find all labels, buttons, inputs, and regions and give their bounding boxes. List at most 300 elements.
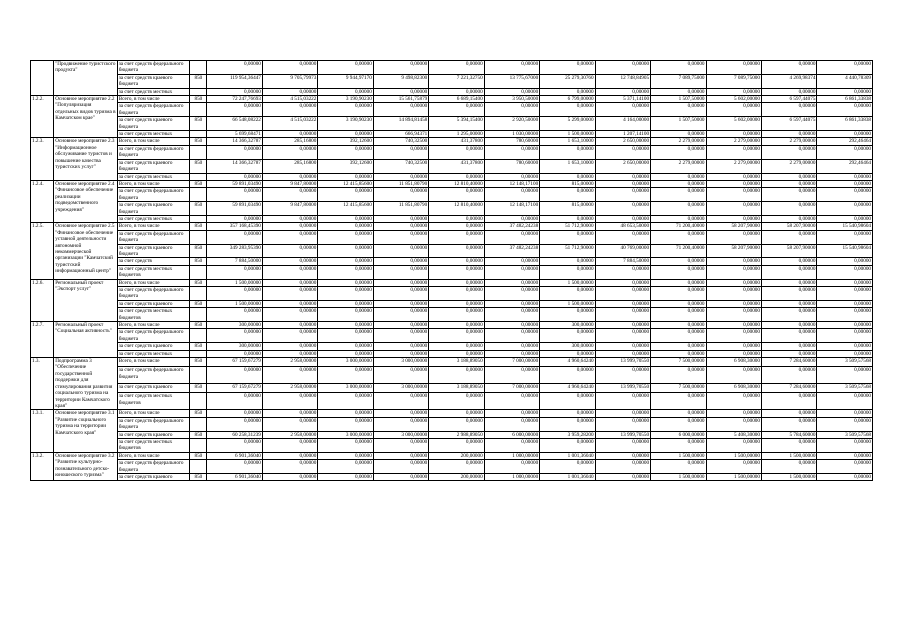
funding-source: за счет средств местных	[117, 88, 190, 95]
amount-cell: 0,00000	[651, 131, 706, 138]
amount-cell: 0,00000	[484, 350, 539, 357]
amount-cell: 0,00000	[595, 287, 650, 301]
amount-cell: 0,00000	[817, 103, 873, 117]
funding-source: за счет средств местных	[117, 350, 190, 357]
amount-cell: 0,00000	[595, 329, 650, 343]
amount-cell: 9 944,97170	[318, 74, 373, 88]
amount-cell: 12 415,85600	[318, 180, 373, 187]
amount-cell: 0,00000	[651, 180, 706, 187]
amount-cell: 0,00000	[373, 173, 428, 180]
budget-code: 850	[190, 159, 207, 173]
amount-cell: 0,00000	[429, 410, 484, 417]
item-name: Основное мероприятие 3.1 "Развитие социального туризма на территории Камчатского края"	[54, 410, 118, 452]
amount-cell: 0,00000	[595, 180, 650, 187]
amount-cell: 1 500,00000	[540, 279, 595, 286]
amount-cell: 0,00000	[373, 244, 428, 258]
amount-cell: 300,00000	[207, 322, 262, 329]
amount-cell: 0,00000	[484, 230, 539, 244]
budget-code: 850	[190, 279, 207, 286]
amount-cell: 0,00000	[262, 173, 317, 180]
amount-cell: 1 507,50000	[651, 117, 706, 131]
amount-cell: 0,00000	[706, 131, 761, 138]
amount-cell: 815,00000	[540, 202, 595, 216]
table-row	[31, 287, 873, 301]
amount-cell: 12 810,40000	[429, 202, 484, 216]
amount-cell: 0,00000	[262, 343, 317, 350]
amount-cell: 0,00000	[373, 329, 428, 343]
amount-cell: 0,00000	[207, 308, 262, 322]
amount-cell: 1 507,50000	[651, 96, 706, 103]
amount-cell: 0,00000	[429, 343, 484, 350]
amount-cell: 0,00000	[429, 173, 484, 180]
amount-cell: 0,00000	[761, 202, 816, 216]
item-number: 1.2.6.	[31, 279, 54, 321]
amount-cell: 0,00000	[706, 393, 761, 410]
amount-cell: 0,00000	[207, 173, 262, 180]
table-row	[31, 244, 873, 258]
amount-cell: 0,00000	[817, 88, 873, 95]
amount-cell: 0,00000	[706, 145, 761, 159]
amount-cell: 0,00000	[817, 61, 873, 75]
amount-cell: 0,00000	[429, 300, 484, 307]
amount-cell: 0,00000	[595, 173, 650, 180]
funding-source: за счет средств краевого бюджета	[117, 74, 190, 88]
amount-cell: 0,00000	[706, 322, 761, 329]
amount-cell: 0,00000	[817, 417, 873, 431]
budget-code	[190, 438, 207, 452]
amount-cell: 0,00000	[484, 287, 539, 301]
amount-cell: 0,00000	[651, 350, 706, 357]
amount-cell: 0,00000	[540, 438, 595, 452]
amount-cell: 0,00000	[318, 393, 373, 410]
amount-cell: 71 200,40000	[651, 244, 706, 258]
amount-cell: 0,00000	[817, 473, 873, 480]
amount-cell: 0,00000	[262, 145, 317, 159]
amount-cell: 6 901,36040	[207, 452, 262, 459]
amount-cell: 0,00000	[207, 188, 262, 202]
table-row	[31, 417, 873, 431]
amount-cell: 1 500,00000	[761, 452, 816, 459]
amount-cell: 0,00000	[540, 367, 595, 384]
amount-cell: 0,00000	[373, 223, 428, 230]
table-row	[31, 329, 873, 343]
table-row	[31, 173, 873, 180]
amount-cell: 14 894,81458	[373, 117, 428, 131]
amount-cell: 740,32500	[373, 159, 428, 173]
amount-cell: 0,00000	[540, 265, 595, 279]
amount-cell: 0,00000	[373, 215, 428, 222]
budget-code: 850	[190, 223, 207, 230]
amount-cell: 0,00000	[318, 230, 373, 244]
amount-cell: 0,00000	[706, 180, 761, 187]
amount-cell: 0,00000	[706, 460, 761, 474]
amount-cell: 0,00000	[817, 131, 873, 138]
amount-cell: 0,00000	[429, 417, 484, 431]
budget-code: 850	[190, 322, 207, 329]
amount-cell: 0,00000	[262, 265, 317, 279]
amount-cell: 0,00000	[761, 287, 816, 301]
amount-cell: 0,00000	[817, 460, 873, 474]
amount-cell: 0,00000	[540, 287, 595, 301]
amount-cell: 1 653,10000	[540, 159, 595, 173]
amount-cell: 0,00000	[817, 452, 873, 459]
amount-cell: 2 279,00000	[761, 138, 816, 145]
amount-cell: 0,00000	[484, 173, 539, 180]
amount-cell: 0,00000	[817, 308, 873, 322]
item-name: Основное мероприятие 2.4 "Финансовое обеспечение реализации подведомственного учреждения"	[54, 180, 118, 222]
amount-cell: 0,00000	[817, 300, 873, 307]
table-row	[31, 350, 873, 357]
amount-cell: 0,00000	[595, 417, 650, 431]
amount-cell: 5 602,00000	[706, 117, 761, 131]
amount-cell: 0,00000	[540, 215, 595, 222]
amount-cell: 7 089,75000	[651, 74, 706, 88]
item-name: Подпрограмма 3 "Обеспечение государственной поддержки для стимулирования развития социального туризма на территории Камчатского края"	[54, 358, 118, 410]
amount-cell: 5 299,00000	[540, 117, 595, 131]
amount-cell: 0,00000	[706, 367, 761, 384]
amount-cell: 0,00000	[318, 215, 373, 222]
item-number: 1.2.3.	[31, 138, 54, 180]
amount-cell: 300,00000	[540, 343, 595, 350]
amount-cell: 0,00000	[373, 279, 428, 286]
amount-cell: 0,00000	[651, 460, 706, 474]
amount-cell: 0,00000	[207, 417, 262, 431]
funding-source: за счет средств краевого	[117, 431, 190, 438]
amount-cell: 0,00000	[318, 173, 373, 180]
amount-cell: 0,00000	[817, 265, 873, 279]
amount-cell: 0,00000	[761, 329, 816, 343]
amount-cell: 0,00000	[595, 202, 650, 216]
amount-cell: 0,00000	[706, 438, 761, 452]
amount-cell: 0,00000	[595, 393, 650, 410]
amount-cell: 0,00000	[373, 393, 428, 410]
amount-cell: 5 602,00000	[706, 96, 761, 103]
table-row	[31, 159, 873, 173]
amount-cell: 0,00000	[373, 343, 428, 350]
amount-cell: 4 440,78309	[817, 74, 873, 88]
table-row	[31, 308, 873, 322]
amount-cell: 67 159,67279	[207, 384, 262, 393]
amount-cell: 0,00000	[651, 61, 706, 75]
amount-cell: 0,00000	[373, 230, 428, 244]
amount-cell: 392,12600	[318, 138, 373, 145]
funding-source: за счет средств федерального бюджета	[117, 287, 190, 301]
budget-code: 850	[190, 96, 207, 103]
funding-source: за счет средств	[117, 258, 190, 265]
amount-cell: 0,00000	[373, 300, 428, 307]
amount-cell: 2 920,50000	[484, 117, 539, 131]
funding-source: за счет средств краевого	[117, 384, 190, 393]
amount-cell: 0,00000	[207, 287, 262, 301]
amount-cell: 6 861,33838	[817, 117, 873, 131]
amount-cell: 0,00000	[706, 329, 761, 343]
budget-code	[190, 61, 207, 75]
table-row	[31, 460, 873, 474]
budget-code	[190, 145, 207, 159]
budget-code	[190, 88, 207, 95]
funding-source: за счет средств краевого бюджета	[117, 244, 190, 258]
amount-cell: 0,00000	[318, 88, 373, 95]
table-row	[31, 300, 873, 307]
amount-cell: 0,00000	[318, 438, 373, 452]
amount-cell: 4 164,00000	[595, 117, 650, 131]
amount-cell: 200,00000	[429, 452, 484, 459]
budget-code: 850	[190, 202, 207, 216]
amount-cell: 0,00000	[706, 308, 761, 322]
amount-cell: 59 891,03490	[207, 180, 262, 187]
amount-cell: 285,16800	[262, 159, 317, 173]
amount-cell: 0,00000	[595, 265, 650, 279]
item-name: Основное мероприятие 2.3 "Информационное обслуживание туристов и повышение качества туристских услуг"	[54, 138, 118, 180]
amount-cell: 0,00000	[373, 145, 428, 159]
budget-code: 850	[190, 138, 207, 145]
amount-cell: 300,00000	[540, 322, 595, 329]
amount-cell: 285,16800	[262, 138, 317, 145]
amount-cell: 48 653,50000	[595, 223, 650, 230]
amount-cell: 58 207,90000	[761, 244, 816, 258]
amount-cell: 0,00000	[207, 393, 262, 410]
amount-cell: 5 408,30000	[706, 431, 761, 438]
table-row	[31, 279, 873, 286]
amount-cell: 0,00000	[484, 279, 539, 286]
funding-source: за счет средств федерального бюджета	[117, 188, 190, 202]
budget-code: 850	[190, 473, 207, 480]
funding-source: за счет средств краевого	[117, 300, 190, 307]
table-row	[31, 265, 873, 279]
amount-cell: 0,00000	[761, 279, 816, 286]
amount-cell: 1 500,00000	[207, 300, 262, 307]
amount-cell: 0,00000	[429, 223, 484, 230]
amount-cell: 0,00000	[761, 103, 816, 117]
funding-source: за счет средств краевого бюджета	[117, 117, 190, 131]
amount-cell: 1 500,00000	[706, 473, 761, 480]
amount-cell: 6 000,00000	[484, 431, 539, 438]
amount-cell: 7 221,32750	[429, 74, 484, 88]
item-number: 1.2.5.	[31, 223, 54, 279]
amount-cell: 59 891,03490	[207, 202, 262, 216]
amount-cell: 0,00000	[318, 223, 373, 230]
amount-cell: 0,00000	[207, 103, 262, 117]
amount-cell: 0,00000	[207, 367, 262, 384]
item-number: 1.2.7.	[31, 322, 54, 358]
amount-cell: 0,00000	[484, 393, 539, 410]
funding-source: Всего, в том числе	[117, 452, 190, 459]
amount-cell: 0,00000	[706, 230, 761, 244]
amount-cell: 0,00000	[373, 350, 428, 357]
amount-cell: 0,00000	[429, 279, 484, 286]
amount-cell: 0,00000	[484, 215, 539, 222]
amount-cell: 0,00000	[262, 103, 317, 117]
amount-cell: 0,00000	[484, 145, 539, 159]
amount-cell: 0,00000	[706, 88, 761, 95]
amount-cell: 0,00000	[540, 329, 595, 343]
item-number: 1.2.2.	[31, 96, 54, 138]
table-row	[31, 438, 873, 452]
item-name: Основное мероприятие 3.2 "Развитие культурно-познавательного детско-юношеского туризма"	[54, 452, 118, 481]
amount-cell: 0,00000	[429, 61, 484, 75]
amount-cell: 14 366,32787	[207, 159, 262, 173]
amount-cell: 0,00000	[262, 287, 317, 301]
amount-cell: 0,00000	[651, 343, 706, 350]
amount-cell: 0,00000	[761, 180, 816, 187]
funding-source: Всего, в том числе	[117, 358, 190, 367]
amount-cell: 3 950,50000	[484, 96, 539, 103]
amount-cell: 0,00000	[817, 145, 873, 159]
amount-cell: 0,00000	[817, 350, 873, 357]
amount-cell: 0,00000	[817, 410, 873, 417]
amount-cell: 0,00000	[651, 188, 706, 202]
amount-cell: 15 540,98604	[817, 244, 873, 258]
amount-cell: 11 851,80790	[373, 180, 428, 187]
amount-cell: 0,00000	[651, 410, 706, 417]
amount-cell: 0,00000	[318, 343, 373, 350]
table-row	[31, 384, 873, 393]
amount-cell: 666,94371	[373, 131, 428, 138]
amount-cell: 0,00000	[429, 103, 484, 117]
amount-cell: 12 415,85600	[318, 202, 373, 216]
amount-cell: 0,00000	[761, 460, 816, 474]
funding-source: Всего, в том числе	[117, 138, 190, 145]
amount-cell: 0,00000	[373, 473, 428, 480]
funding-source: Всего, в том числе	[117, 96, 190, 103]
amount-cell: 0,00000	[817, 393, 873, 410]
funding-source: за счет средств местных бюджетов	[117, 438, 190, 452]
amount-cell: 0,00000	[429, 230, 484, 244]
amount-cell: 0,00000	[318, 188, 373, 202]
amount-cell: 0,00000	[429, 188, 484, 202]
amount-cell: 0,00000	[595, 367, 650, 384]
table-row	[31, 410, 873, 417]
table-row	[31, 358, 873, 367]
amount-cell: 0,00000	[262, 244, 317, 258]
amount-cell: 6 597,44075	[761, 96, 816, 103]
amount-cell: 0,00000	[262, 393, 317, 410]
amount-cell: 0,00000	[540, 417, 595, 431]
budget-code	[190, 230, 207, 244]
amount-cell: 0,00000	[595, 473, 650, 480]
budget-code	[190, 188, 207, 202]
amount-cell: 431,37800	[429, 159, 484, 173]
amount-cell: 3 190,90230	[318, 96, 373, 103]
table-row	[31, 258, 873, 265]
table-row	[31, 343, 873, 350]
amount-cell: 0,00000	[651, 230, 706, 244]
amount-cell: 0,00000	[207, 61, 262, 75]
table-row	[31, 188, 873, 202]
amount-cell: 0,00000	[651, 367, 706, 384]
amount-cell: 58 207,90000	[761, 223, 816, 230]
table-row	[31, 180, 873, 187]
budget-code: 850	[190, 74, 207, 88]
amount-cell: 0,00000	[429, 367, 484, 384]
amount-cell: 0,00000	[706, 188, 761, 202]
amount-cell: 815,00000	[540, 180, 595, 187]
amount-cell: 6 908,30000	[706, 384, 761, 393]
amount-cell: 0,00000	[429, 244, 484, 258]
amount-cell: 0,00000	[373, 103, 428, 117]
amount-cell: 7 000,00000	[484, 384, 539, 393]
amount-cell: 0,00000	[429, 215, 484, 222]
amount-cell: 9 847,80000	[262, 202, 317, 216]
amount-cell: 67 159,67279	[207, 358, 262, 367]
amount-cell: 0,00000	[540, 410, 595, 417]
amount-cell: 0,00000	[817, 180, 873, 187]
budget-code: 850	[190, 410, 207, 417]
amount-cell: 2 958,00000	[262, 384, 317, 393]
funding-source: за счет средств местных	[117, 131, 190, 138]
budget-code	[190, 173, 207, 180]
amount-cell: 6 000,00000	[651, 431, 706, 438]
amount-cell: 1 653,10000	[540, 138, 595, 145]
amount-cell: 0,00000	[373, 438, 428, 452]
budget-code: 850	[190, 452, 207, 459]
amount-cell: 0,00000	[651, 417, 706, 431]
amount-cell: 0,00000	[761, 173, 816, 180]
amount-cell: 0,00000	[262, 329, 317, 343]
table-row	[31, 103, 873, 117]
amount-cell: 0,00000	[373, 258, 428, 265]
amount-cell: 0,00000	[540, 173, 595, 180]
amount-cell: 0,00000	[651, 438, 706, 452]
budget-code	[190, 287, 207, 301]
table-row	[31, 367, 873, 384]
funding-source: Всего, в том числе	[117, 223, 190, 230]
amount-cell: 0,00000	[429, 460, 484, 474]
amount-cell: 0,00000	[651, 103, 706, 117]
amount-cell: 0,00000	[429, 329, 484, 343]
item-number: 1.3.	[31, 358, 54, 410]
amount-cell: 0,00000	[318, 350, 373, 357]
budget-code	[190, 393, 207, 410]
amount-cell: 0,00000	[761, 343, 816, 350]
budget-code	[190, 131, 207, 138]
amount-cell: 5 394,15400	[429, 117, 484, 131]
amount-cell: 0,00000	[761, 258, 816, 265]
amount-cell: 0,00000	[706, 287, 761, 301]
funding-source: за счет средств местных бюджетов	[117, 393, 190, 410]
amount-cell: 0,00000	[761, 300, 816, 307]
amount-cell: 0,00000	[318, 103, 373, 117]
amount-cell: 0,00000	[817, 343, 873, 350]
amount-cell: 0,00000	[262, 308, 317, 322]
amount-cell: 5 371,14100	[595, 96, 650, 103]
funding-source: за счет средств федерального бюджета	[117, 103, 190, 117]
amount-cell: 1 500,00000	[761, 473, 816, 480]
amount-cell: 0,00000	[484, 410, 539, 417]
amount-cell: 0,00000	[318, 258, 373, 265]
amount-cell: 0,00000	[318, 61, 373, 75]
amount-cell: 0,00000	[318, 367, 373, 384]
funding-source: за счет средств федерального бюджета	[117, 230, 190, 244]
amount-cell: 0,00000	[318, 287, 373, 301]
budget-code	[190, 460, 207, 474]
amount-cell: 12 810,40000	[429, 180, 484, 187]
amount-cell: 1 030,00000	[484, 131, 539, 138]
amount-cell: 0,00000	[207, 329, 262, 343]
amount-cell: 0,00000	[706, 279, 761, 286]
amount-cell: 3 509,57568	[817, 384, 873, 393]
budget-code	[190, 215, 207, 222]
funding-source: за счет средств местных бюджетов	[117, 265, 190, 279]
amount-cell: 0,00000	[484, 460, 539, 474]
amount-cell: 2 958,00000	[262, 358, 317, 367]
amount-cell: 0,00000	[373, 88, 428, 95]
amount-cell: 40 769,00000	[595, 244, 650, 258]
funding-source: за счет средств краевого бюджета	[117, 202, 190, 216]
amount-cell: 0,00000	[318, 417, 373, 431]
amount-cell: 0,00000	[706, 410, 761, 417]
amount-cell: 5 784,60000	[761, 431, 816, 438]
